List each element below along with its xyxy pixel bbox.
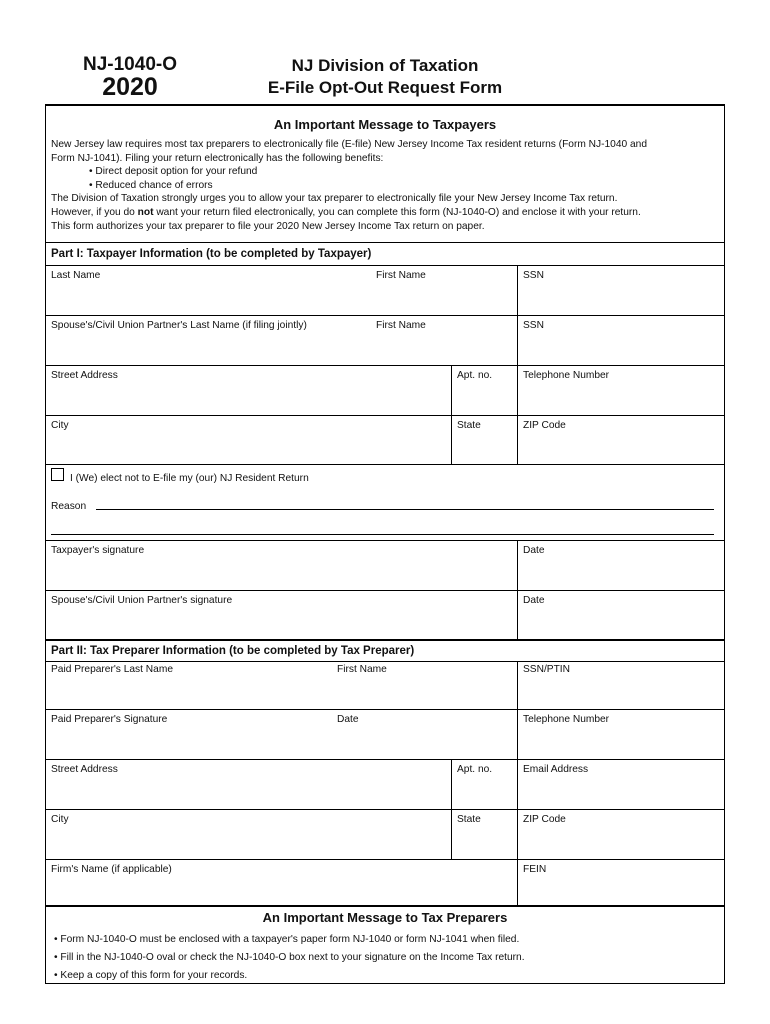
- preparer-bullet: • Form NJ-1040-O must be enclosed with a taxpayer's paper form NJ-1040 or form NJ-1041 when filed.: [54, 934, 520, 945]
- form-title: E-File Opt-Out Request Form: [267, 78, 503, 97]
- form-year: 2020: [102, 73, 158, 101]
- column-divider: [517, 540, 518, 640]
- preparer-zip-label: ZIP Code: [523, 814, 566, 825]
- divider: [46, 464, 724, 465]
- last-name-label: Last Name: [51, 270, 101, 281]
- benefit-bullet: • Direct deposit option for your refund: [89, 166, 258, 178]
- divider: [46, 639, 724, 641]
- spouse-first-name-label: First Name: [376, 320, 426, 331]
- divider: [46, 540, 724, 541]
- preparer-message-body: [54, 931, 714, 985]
- preparer-first-name-label: First Name: [337, 664, 387, 675]
- street-address-label: Street Address: [51, 370, 118, 381]
- message-text: However, if you do: [51, 206, 138, 218]
- reason-line[interactable]: [51, 534, 714, 535]
- message-line: Form NJ-1041). Filing your return electronically has the following benefits:: [51, 152, 384, 164]
- opt-out-checkbox[interactable]: [51, 468, 64, 481]
- preparer-bullet: • Fill in the NJ-1040-O oval or check the NJ-1040-O box next to your signature on the Income Tax return.: [54, 952, 525, 963]
- divider: [46, 759, 724, 760]
- zip-label: ZIP Code: [523, 420, 566, 431]
- divider: [46, 590, 724, 591]
- agency-name: NJ Division of Taxation: [291, 56, 479, 75]
- preparer-last-name-label: Paid Preparer's Last Name: [51, 664, 173, 675]
- fein-label: FEIN: [523, 864, 547, 875]
- date-label: Date: [523, 545, 545, 556]
- form-id: NJ-1040-O: [83, 54, 177, 75]
- column-divider: [517, 265, 518, 464]
- apt-label: Apt. no.: [457, 370, 493, 381]
- message-line: New Jersey law requires most tax preparers to electronically file (E-file) New Jersey Income Tax resident returns (Form NJ-1040 and: [51, 139, 647, 150]
- part1-title: Part I: Taxpayer Information (to be completed by Taxpayer): [51, 248, 372, 260]
- taxpayer-message-body: [51, 138, 719, 233]
- preparer-bullet: • Keep a copy of this form for your records.: [54, 970, 248, 981]
- firm-name-label: Firm's Name (if applicable): [51, 864, 172, 875]
- preparer-telephone-label: Telephone Number: [523, 714, 610, 725]
- telephone-label: Telephone Number: [523, 370, 610, 381]
- column-divider: [451, 759, 452, 859]
- divider: [46, 809, 724, 810]
- reason-label: Reason: [51, 501, 87, 512]
- preparer-city-label: City: [51, 814, 69, 825]
- divider: [46, 859, 724, 860]
- form-body: [45, 104, 725, 984]
- form-header: [0, 52, 770, 104]
- spouse-last-name-label: Spouse's/Civil Union Partner's Last Name (if filing jointly): [51, 320, 307, 331]
- email-address-label: Email Address: [523, 764, 589, 775]
- preparer-message-title: An Important Message to Tax Preparers: [262, 910, 508, 925]
- divider: [46, 365, 724, 366]
- preparer-date-label: Date: [337, 714, 359, 725]
- preparer-signature-label: Paid Preparer's Signature: [51, 714, 168, 725]
- spouse-ssn-label: SSN: [523, 320, 544, 331]
- benefit-bullet: • Reduced chance of errors: [89, 179, 213, 191]
- column-divider: [451, 365, 452, 464]
- emphasis-text: not: [137, 206, 154, 218]
- preparer-street-label: Street Address: [51, 764, 118, 775]
- taxpayer-signature-label: Taxpayer's signature: [51, 545, 145, 556]
- divider: [46, 265, 724, 266]
- spouse-signature-label: Spouse's/Civil Union Partner's signature: [51, 595, 233, 606]
- message-line: The Division of Taxation strongly urges you to allow your tax preparer to electronically file your New Jersey Income Tax return.: [51, 193, 618, 205]
- message-line: [51, 206, 719, 220]
- preparer-apt-label: Apt. no.: [457, 764, 493, 775]
- message-line: This form authorizes your tax preparer to file your 2020 New Jersey Income Tax return on paper.: [51, 220, 485, 232]
- ssn-ptin-label: SSN/PTIN: [523, 664, 570, 675]
- divider: [46, 242, 724, 243]
- divider: [46, 709, 724, 710]
- city-label: City: [51, 420, 69, 431]
- first-name-label: First Name: [376, 270, 426, 281]
- divider: [46, 415, 724, 416]
- ssn-label: SSN: [523, 270, 544, 281]
- divider: [46, 905, 724, 907]
- preparer-state-label: State: [457, 814, 481, 825]
- state-label: State: [457, 420, 481, 431]
- reason-line[interactable]: [96, 509, 714, 510]
- divider: [46, 315, 724, 316]
- election-label: I (We) elect not to E-file my (our) NJ Resident Return: [70, 473, 309, 484]
- part2-title: Part II: Tax Preparer Information (to be completed by Tax Preparer): [51, 645, 415, 657]
- divider: [46, 661, 724, 662]
- message-text: want your return filed electronically, you can complete this form (NJ-1040-O) and enclose it with your return.: [153, 206, 641, 218]
- taxpayer-message-title: An Important Message to Taxpayers: [273, 117, 497, 132]
- column-divider: [517, 661, 518, 905]
- date-label: Date: [523, 595, 545, 606]
